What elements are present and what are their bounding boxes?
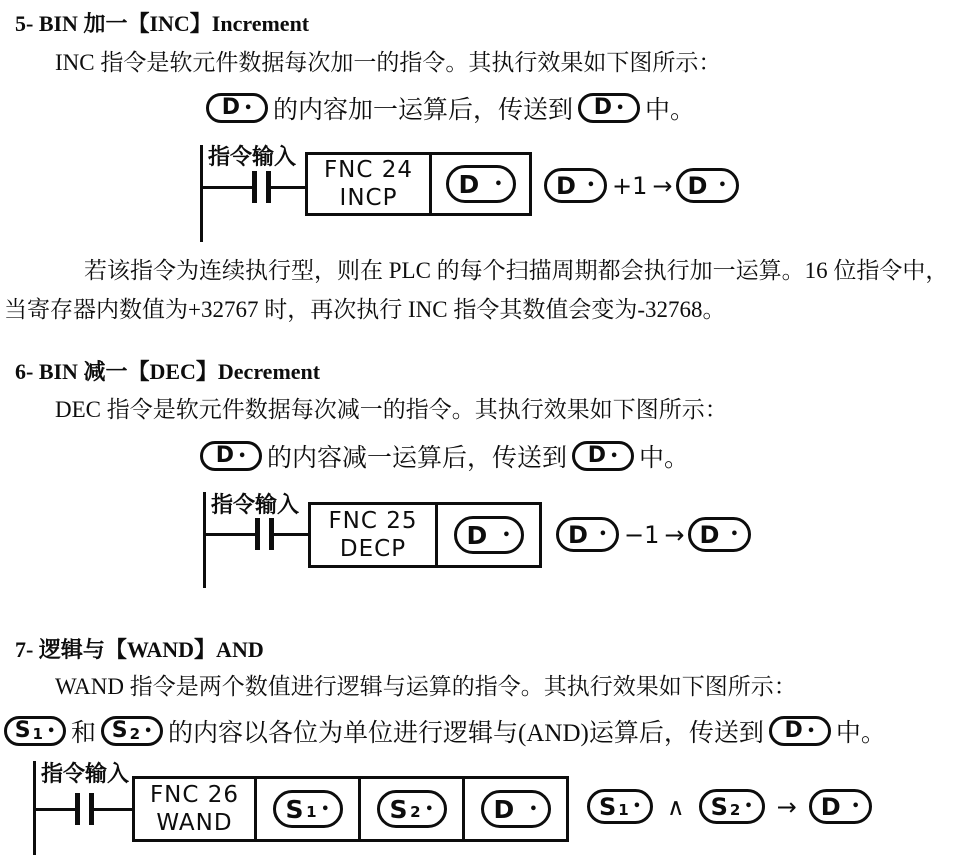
operand-cell [432,155,529,213]
section-6-effect-line [200,438,689,474]
effect-text: 中。 [645,97,696,124]
section-5-intro: INC 指令是软元件数据每次加一的指令。其执行效果如下图所示： [55,50,722,75]
wand-ladder-diagram [33,757,963,855]
operand-pill-s1: S 1 • [587,789,653,824]
mnemonic: INCP [339,185,398,211]
operand-pill-d: D • [556,517,619,552]
section-7-heading: 7- 逻辑与【WAND】AND [15,637,264,662]
operand-pill-d: D • [572,441,634,471]
effect-text: 的内容加一运算后，传送到 [273,97,574,124]
instruction-input-label: 指令输入 [211,493,300,518]
wire-line [271,186,305,189]
operand-cell [462,779,566,839]
note-line: 若该指令为连续执行型，则在 PLC 的每个扫描周期都会执行加一运算。16 位指令中， [84,258,949,283]
effect-text: 的内容以各位为单位进行逻辑与(AND)运算后，传送到 [168,720,764,747]
section-7-intro: WAND 指令是两个数值进行逻辑与运算的指令。其执行效果如下图所示： [55,674,797,699]
fnc-number: FNC 24 [323,157,414,183]
effect-text: 中。 [639,445,690,472]
operand-pill-d: D • [769,716,831,746]
effect-text: 的内容减一运算后，传送到 [267,445,568,472]
operator-text: −1 [624,520,660,549]
operand-cell [257,779,358,839]
instruction-input-label: 指令输入 [41,762,130,787]
effect-text: 中。 [835,720,886,747]
operation-expression [544,168,739,203]
arrow-icon: → [664,520,685,549]
operation-expression [556,517,751,552]
operand-cell [358,779,462,839]
operand-pill-d: D • [454,516,524,554]
instruction-box [305,152,532,216]
operand-pill-d: D • [688,517,751,552]
section-5-heading: 5- BIN 加一【INC】Increment [15,11,310,36]
effect-text: 和 [71,720,97,747]
operand-pill-d: D • [578,93,640,123]
contact-icon [255,518,260,550]
wire-line [202,186,253,189]
wire-line [205,533,255,536]
fnc-number: FNC 25 [328,508,418,534]
arrow-icon: → [652,171,673,200]
operand-cell [438,505,539,565]
operation-expression [587,789,872,824]
operand-pill-d: D • [544,168,607,203]
fnc-cell [308,155,432,213]
instruction-box [308,502,542,568]
mnemonic: DECP [339,536,407,562]
note-line: 当寄存器内数值为+32767 时，再次执行 INC 指令其数值会变为-32768。 [4,297,726,322]
operand-pill-d: D • [200,441,262,471]
wire-line [94,808,132,811]
wire-line [35,808,75,811]
operator-text: +1 [612,171,648,200]
operand-pill-d: D • [446,165,516,203]
operand-pill-d: D • [809,789,872,824]
inc-ladder-diagram [200,142,800,244]
section-7-effect-line [4,713,886,749]
operand-pill-s1: S 1 • [273,790,343,828]
section-6-intro: DEC 指令是软元件数据每次减一的指令。其执行效果如下图所示： [55,397,728,422]
wire-line [274,533,308,536]
mnemonic: WAND [156,810,233,836]
section-5-note [4,251,956,329]
dec-ladder-diagram [200,489,800,591]
operand-pill-d: D • [206,93,268,123]
operand-pill-d: D • [676,168,739,203]
fnc-cell [311,505,438,565]
arrow-icon: → [776,792,797,821]
operator-text: ∧ [667,792,685,821]
operand-pill-s2: S 2 • [101,716,163,746]
section-5-effect-line [206,90,695,126]
fnc-number: FNC 26 [149,782,240,808]
operand-pill-s1: S 1 • [4,716,66,746]
contact-icon [252,171,257,203]
instruction-input-label: 指令输入 [208,145,297,170]
power-rail [200,145,203,242]
operand-pill-s2: S 2 • [699,789,765,824]
contact-icon [75,793,80,825]
operand-pill-s2: S 2 • [377,790,447,828]
instruction-box [132,776,569,842]
section-6-heading: 6- BIN 减一【DEC】Decrement [15,359,321,384]
operand-pill-d: D • [481,790,551,828]
power-rail [203,492,206,588]
fnc-cell [135,779,257,839]
